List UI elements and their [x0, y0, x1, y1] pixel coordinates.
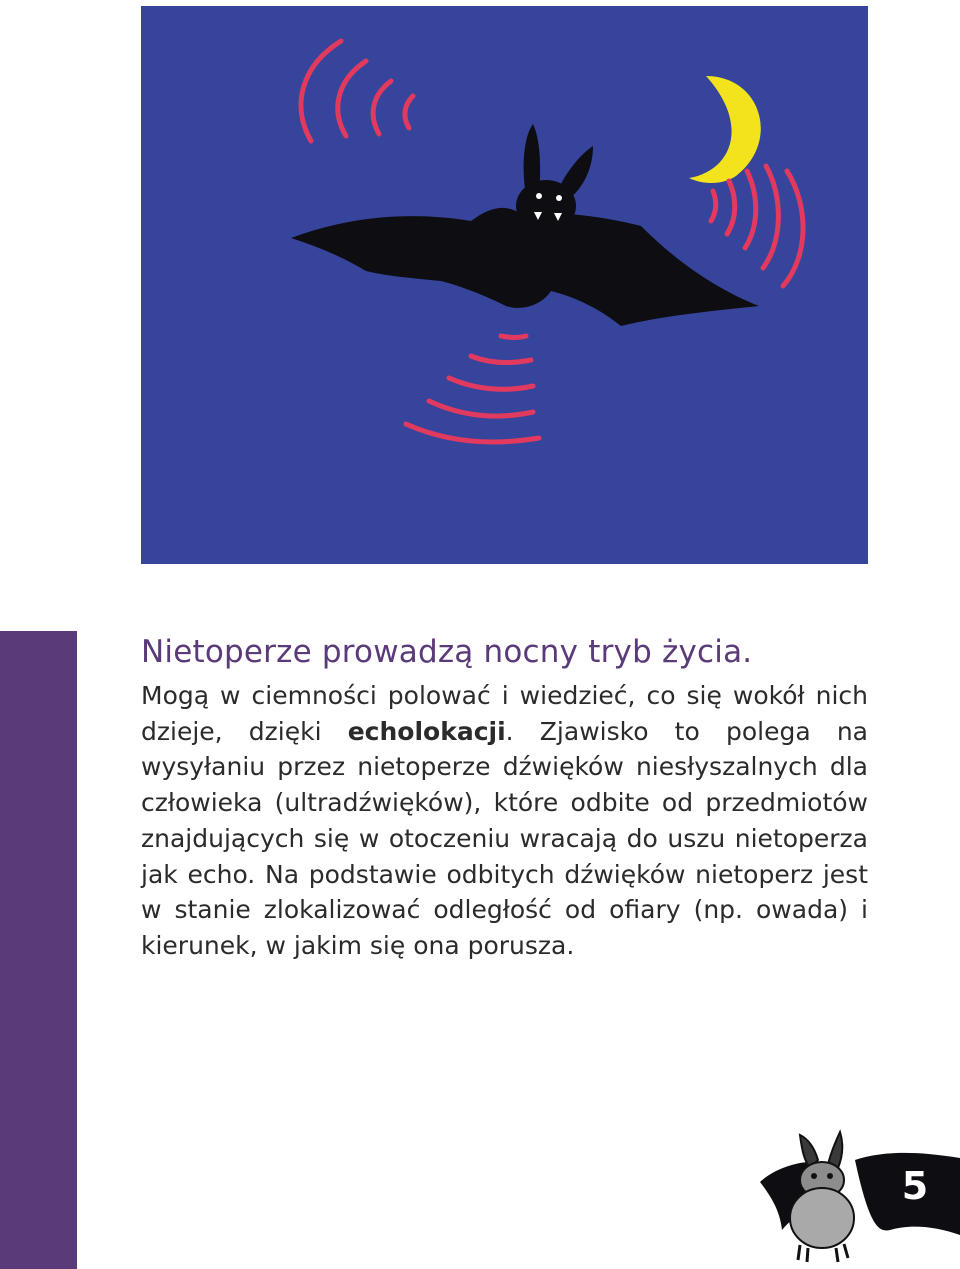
paragraph-text-end: . Zjawisko to polega na wysyłaniu przez nietoperze dźwięków niesłyszalnych dla człowieka (ultradźwięków), które odbite od przedmiotów znajdujących się w otoczeniu wracają do uszu nietoperza jak echo. Na podstawie odbitych dźwięków nietoperz jest w stanie zlokalizować odległość od ofiary (np. owada) i kierunek, w jakim się ona porusza. — [141, 716, 868, 960]
body-paragraph — [141, 678, 868, 964]
small-bat-icon — [790, 1132, 854, 1262]
page-heading: Nietoperze prowadzą nocny tryb życia. — [141, 634, 753, 670]
paragraph-text-start: Mogą w ciemności polować i wiedzieć, co się wokół nich dzieje, dzięki — [141, 681, 868, 746]
text-block — [141, 632, 868, 964]
page-number: 5 — [901, 1164, 929, 1208]
bat-echolocation-illustration — [141, 6, 868, 564]
side-accent-bar — [0, 631, 77, 1269]
illustration-svg — [141, 6, 868, 564]
paragraph-bold-term: echolokacji — [347, 716, 506, 746]
